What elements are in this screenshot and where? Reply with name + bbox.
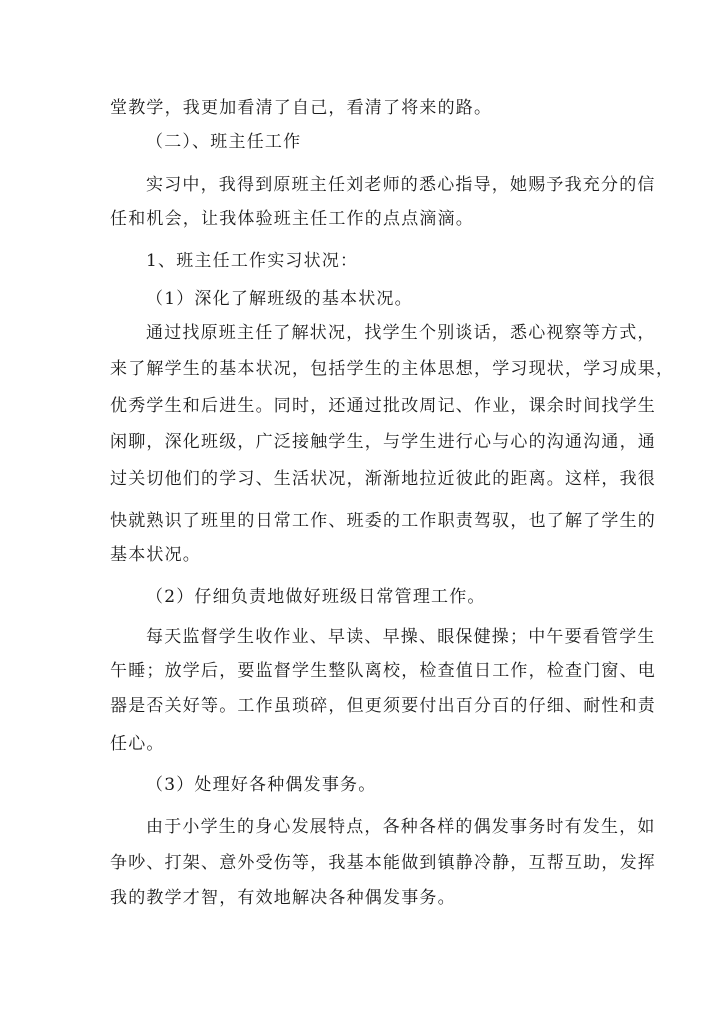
paragraph-line: 每天监督学生收作业、早读、早操、眼保健操；中午要看管学生 <box>146 627 656 647</box>
paragraph-line: 由于小学生的身心发展特点，各种各样的偶发事务时有发生，如 <box>146 817 656 837</box>
item-heading: （1）深化了解班级的基本状况。 <box>146 289 413 309</box>
item-heading: （2）仔细负责地做好班级日常管理工作。 <box>146 587 486 607</box>
paragraph-line: 实习中，我得到原班主任刘老师的悉心指导，她赐予我充分的信 <box>146 175 656 195</box>
paragraph-line: 任和机会，让我体验班主任工作的点点滴滴。 <box>110 209 474 229</box>
paragraph-line: 器是否关好等。工作虽琐碎，但更须要付出百分百的仔细、耐性和责 <box>110 696 656 716</box>
section-heading: （二）、班主任工作 <box>146 132 302 152</box>
paragraph-line: 争吵、打架、意外受伤等，我基本能做到镇静冷静，互帮互助，发挥 <box>110 853 656 873</box>
paragraph-line: 我的教学才智，有效地解决各种偶发事务。 <box>110 888 456 908</box>
paragraph-line: 午睡；放学后，要监督学生整队离校，检查值日工作，检查门窗、电 <box>110 661 656 681</box>
paragraph-line: 优秀学生和后进生。同时，还通过批改周记、作业，课余时间找学生 <box>110 396 656 416</box>
paragraph-line: 快就熟识了班里的日常工作、班委的工作职责驾驭，也了解了学生的 <box>110 511 656 531</box>
paragraph-line: 堂教学，我更加看清了自己，看清了将来的路。 <box>110 98 493 118</box>
paragraph-line: 任心。 <box>110 734 165 754</box>
paragraph-line: 过关切他们的学习、生活状况，渐渐地拉近彼此的距离。这样，我很 <box>110 469 656 489</box>
item-heading: （3）处理好各种偶发事务。 <box>146 775 377 795</box>
paragraph-line: 闲聊，深化班级，广泛接触学生，与学生进行心与心的沟通沟通，通 <box>110 432 656 452</box>
paragraph-line: 基本状况。 <box>110 545 201 565</box>
paragraph-line: 来了解学生的基本状况，包括学生的主体思想，学习现状，学习成果， <box>110 359 675 379</box>
subsection-heading: 1、班主任工作实习状况： <box>146 251 359 271</box>
paragraph-line: 通过找原班主任了解状况，找学生个别谈话，悉心视察等方式， <box>146 323 656 343</box>
